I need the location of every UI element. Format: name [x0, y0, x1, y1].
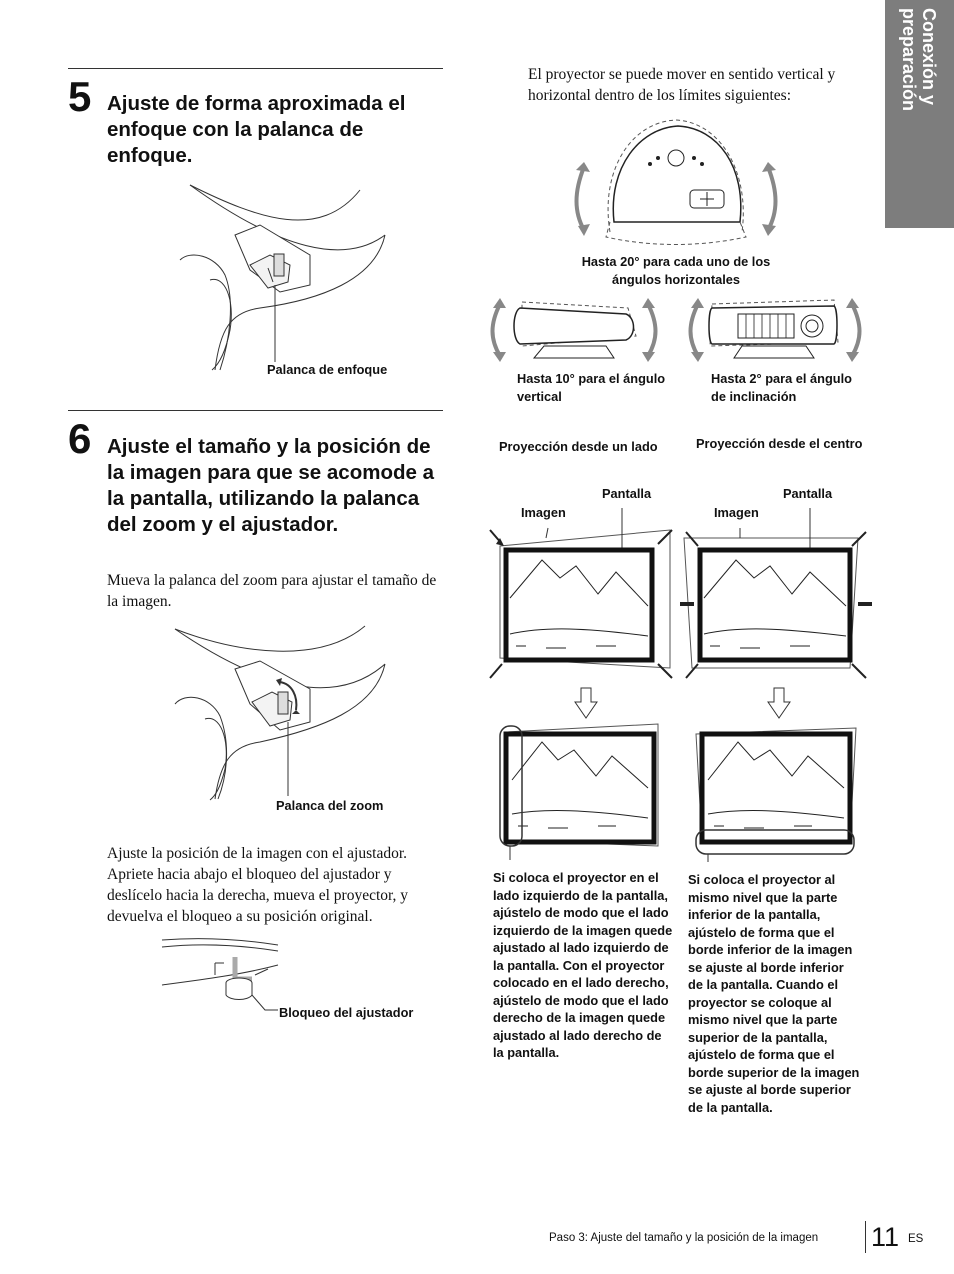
step5-rule	[68, 68, 443, 69]
tilt-angle-label: Hasta 2° para el ángulo de inclinación	[711, 371, 852, 404]
focus-lever-illustration	[170, 180, 400, 370]
center-projection-label: Proyección desde el centro	[696, 436, 863, 451]
section-tab	[885, 0, 954, 228]
side-projection-caption: Si coloca el proyector en el lado izquierdo de la pantalla, ajústelo de modo que el lado izquierdo de la imagen quede ajustado al lado izquierdo de la pantalla. Con el proyector colocado en el lado derecho, ajústelo de modo que el lado derecho de la imagen quede ajustado al lado derecho de la pantalla.	[493, 870, 673, 1060]
image-label-side: Imagen	[521, 505, 566, 520]
page-lang: ES	[908, 1233, 924, 1245]
footer-text: Paso 3: Ajuste del tamaño y la posición de la imagen	[549, 1232, 819, 1244]
adjuster-text: Ajuste la posición de la imagen con el ajustador. Apriete hacia abajo el bloqueo del ajustador y deslícelo hacia la derecha, mueva el proyector, y devuelva el bloqueo a su posición original.	[107, 845, 409, 925]
center-projection-caption: Si coloca el proyector al mismo nivel que la parte inferior de la pantalla, ajústelo de forma que el borde inferior de la imagen se ajuste al borde inferior de la pantalla. Cuando el proyector se coloque al mismo nivel que la parte superior de la pantalla, ajústelo de forma que el borde superior de la imagen se ajuste al borde superior de la pantalla.	[688, 872, 860, 1115]
step6-number: 6	[68, 415, 92, 462]
center-down-arrow	[767, 686, 791, 720]
step5-number: 5	[68, 73, 92, 120]
zoom-lever-illustration	[170, 624, 400, 804]
center-projection-after	[692, 722, 862, 862]
page-number: 11	[871, 1222, 900, 1252]
side-projection-after	[496, 722, 666, 862]
footer-divider	[865, 1221, 866, 1253]
projector-vertical-angle	[488, 294, 660, 366]
zoom-lever-label: Palanca del zoom	[276, 798, 384, 813]
right-intro: El proyector se puede mover en sentido vertical y horizontal dentro de los límites siguientes:	[528, 66, 836, 104]
screen-label-center: Pantalla	[783, 486, 833, 501]
side-projection-label: Proyección desde un lado	[499, 439, 658, 454]
step6-rule	[68, 410, 443, 411]
zoom-text: Mueva la palanca del zoom para ajustar el tamaño de la imagen.	[107, 572, 437, 610]
adjuster-lock-label: Bloqueo del ajustador	[279, 1005, 414, 1020]
horizontal-angle-label: Hasta 20° para cada uno de los ángulos horizontales	[581, 254, 771, 287]
focus-lever-label: Palanca de enfoque	[267, 362, 388, 377]
projector-horizontal-rotation	[570, 112, 785, 257]
side-projection-before	[486, 508, 676, 683]
section-tab-text	[885, 0, 954, 228]
projector-tilt-angle	[686, 294, 864, 366]
vertical-angle-label: Hasta 10° para el ángulo vertical	[517, 371, 666, 404]
step5-title: Ajuste de forma aproximada el enfoque con la palanca de enfoque.	[107, 92, 406, 167]
adjuster-lock-illustration	[160, 935, 280, 1015]
screen-label-side: Pantalla	[602, 486, 652, 501]
step6-title: Ajuste el tamaño y la posición de la imagen para que se acomode a la pantalla, utilizando la palanca del zoom y el ajustador.	[107, 435, 434, 536]
section-tab-line1: Conexión y	[919, 8, 940, 106]
image-label-center: Imagen	[714, 505, 759, 520]
section-tab-line2: preparación	[899, 8, 920, 112]
center-projection-before	[676, 508, 876, 683]
side-down-arrow	[574, 686, 598, 720]
